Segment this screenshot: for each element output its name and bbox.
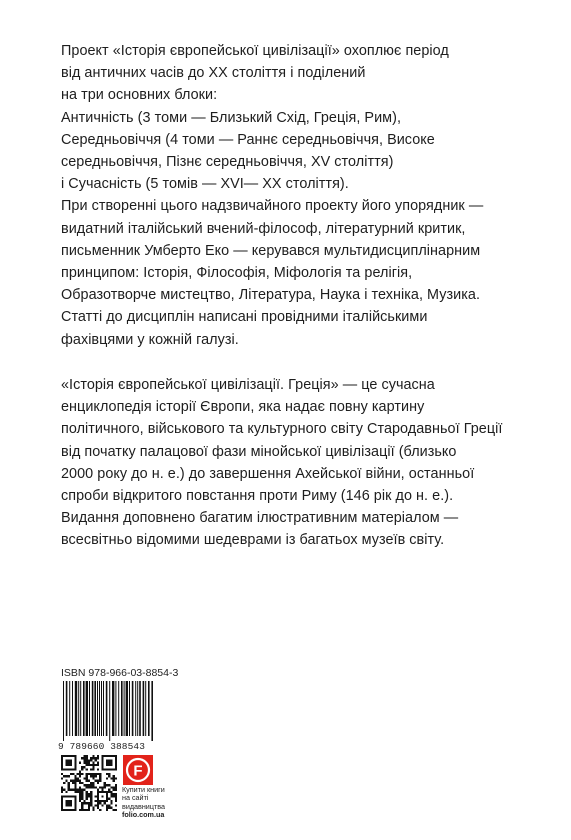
text-line: фахівцями у кожній галузі. [61,331,239,348]
text-line: «Історія європейської цивілізації. Греція» — це сучасна [61,377,435,393]
buy-line: видавництва [122,801,165,811]
text-line: принципом: Історія, Філософія, Міфологія та релігія, [61,265,413,282]
buy-line: Купити книги [122,785,165,794]
barcode-digits: 9 789660 388543 [58,741,146,752]
text-line: енциклопедія історії Європи, яка надає повну картину [61,399,425,416]
text-line: Статті до дисциплін написані провідними італійськими [61,309,428,326]
text-line: видатний італійський вчений-філософ, літературний критик, [61,220,466,237]
text-line: При створенні цього надзвичайного проекту його упорядник — [61,198,484,215]
text-line: Античність (3 томи — Близький Схід, Греція, Рим), [61,109,401,126]
logo-letter: F [133,762,143,780]
description-paragraph-1 [61,40,541,351]
buy-line: на сайті [122,793,149,803]
text-line: Проект «Історія європейської цивілізації» охоплює період [61,43,449,59]
text-line: від античних часів до XX століття і поділений [61,65,366,82]
text-line: письменник Умберто Еко — керувався мультидисциплінарним [61,242,481,259]
text-line: на три основних блоки: [61,87,218,104]
qr-code-icon [61,755,117,811]
text-line: політичного, військового та культурного світу Стародавньої Греції [61,421,503,438]
text-line: і Сучасність (5 томів — XVI— XX століття). [61,176,349,193]
isbn-label: ISBN 978-966-03-8854-3 [61,667,179,679]
text-line: всесвітньо відомими шедеврами із багатьох музеїв світу. [61,532,445,549]
text-line: Образотворче мистецтво, Література, Наука і техніка, Музика. [61,287,480,304]
publisher-site: folio.com.ua [122,810,165,820]
description-paragraph-2 [61,374,541,552]
text-line: Видання доповнено багатим ілюстративним матеріалом — [61,510,459,527]
text-line: середньовіччя, Пізнє середньовіччя, XV століття) [61,154,394,171]
text-line: спроби відкритого повстання проти Риму (146 рік до н. е.). [61,488,454,505]
text-line: Середньовіччя (4 томи — Раннє середньовіччя, Високе [61,131,435,148]
text-line: від початку палацової фази мінойської цивілізації (близько [61,443,457,460]
barcode-icon [61,681,156,741]
publisher-buy-text [122,786,165,820]
text-line: 2000 року до н. е.) до завершення Ахейської війни, останньої [61,465,475,482]
folio-logo-icon [123,755,153,785]
